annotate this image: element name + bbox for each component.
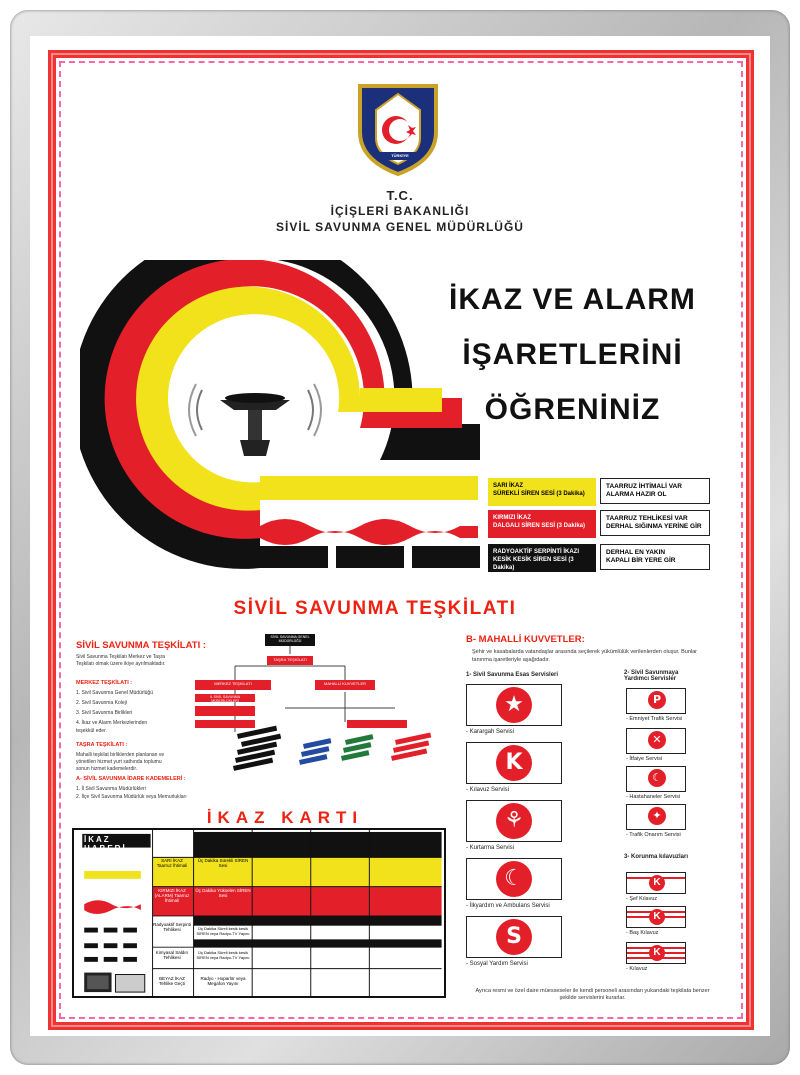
ilkyardim-service-sign: [466, 858, 562, 900]
guide-armband: [626, 942, 686, 964]
tasra-text: Mahalli teşkilat birliklerden planlanan ve yönetilen hizmet yurt sathında toplumu sonun hizmet kademelerdir.: [76, 752, 165, 772]
mahalli-heading: B- MAHALLİ KUVVETLER:: [466, 634, 585, 645]
kilavuz-service-sign: [466, 742, 562, 784]
civil-defense-shield-icon: [356, 80, 440, 176]
yellow-signal-label: SARI İKAZ SÜREKLİ SİREN SESİ (3 Dakika): [488, 478, 596, 506]
service-label: - Kılavuz Servisi: [466, 787, 510, 793]
service-symbol: ☾: [496, 861, 532, 897]
aux-service-sign: [626, 728, 686, 754]
service-label: - Sosyal Yardım Servisi: [466, 961, 528, 967]
aux-service-sign: [626, 804, 686, 830]
aux-symbol: P: [648, 691, 666, 709]
service-symbol: ⚘: [496, 803, 532, 839]
merkez-item: 4. İkaz ve Alarm Merkezlerinden: [76, 720, 148, 726]
org-top-label: SİVİL SAVUNMA GENEL MÜDÜRLÜĞÜ: [270, 635, 310, 643]
idare-item: 2. İlçe Sivil Savunma Müdürlük veya Memurlukları: [76, 794, 187, 800]
black-segment: [260, 546, 328, 568]
merkez-item: 3. Sivil Savunma Birlikleri: [76, 710, 133, 716]
aux-service-label: - Trafik Onarım Servisi: [626, 832, 681, 838]
aux-symbol: ☾: [648, 769, 666, 787]
aux-heading: 2- Sivil Savunmaya Yardımcı Servisler: [624, 670, 679, 682]
services-heading: 1- Sivil Savunma Esas Servisleri: [466, 672, 559, 678]
service-symbol: S: [496, 919, 532, 955]
aux-symbol: ✦: [648, 807, 666, 825]
merkez-heading: MERKEZ TEŞKİLATI :: [76, 680, 133, 686]
red-signal-label: KIRMIZI İKAZ DALGALI SİREN SESİ (3 Dakika): [488, 510, 596, 538]
guide-k-icon: K: [649, 875, 665, 891]
aux-symbol: ✕: [648, 731, 666, 749]
service-symbol: ★: [496, 687, 532, 723]
header-directorate: SİVİL SAVUNMA GENEL MÜDÜRLÜĞÜ: [276, 220, 524, 234]
org-idare-label: İL SİVİL SAVUNMA MÜDÜRLÜKLERİ: [209, 695, 241, 703]
org-mahalli-label: MAHALLİ KUVVETLER: [323, 681, 366, 686]
guide-label: - Baş Kılavuz: [626, 930, 659, 936]
header-tc: T.C.: [386, 188, 414, 203]
black-segment: [412, 546, 480, 568]
service-symbol: K: [496, 745, 532, 781]
tasra-heading: TAŞRA TEŞKİLATI :: [76, 742, 128, 748]
guides-heading: 3- Korunma kılavuzları: [624, 854, 689, 860]
ikaz-haberi-label: İKAZ HABERİ: [84, 835, 127, 853]
yellow-signal-bar: [260, 476, 478, 500]
org-chart: [175, 632, 455, 782]
guide-k-icon: K: [649, 909, 665, 925]
section-title: SİVİL SAVUNMA TEŞKİLATI: [233, 598, 517, 619]
kart-row-sound: Üç Dakika Süreli kesik kesik SİREN veya Radyo-TV Yayını: [196, 926, 250, 936]
kart-row-name: KIRMIZI İKAZ (ALARM) Taarruz İhtimali: [154, 888, 190, 903]
emblem-caption: TÜRKİYE: [391, 153, 409, 158]
service-label: - İlkyardım ve Ambulans Servisi: [466, 903, 550, 909]
mahalli-footer: Ayrıca resmi ve özel daire müesseseler ile kendi personeli arasından yukarıdaki teşkilata benzer şekilde servislerini kurarlar.: [475, 988, 710, 1001]
black-segment: [336, 546, 404, 568]
idare-heading: A- SİVİL SAVUNMA İDARE KADEMELERİ :: [76, 776, 186, 782]
title-line-1: İKAZ VE ALARM: [449, 283, 696, 316]
ikaz-karti-table: [72, 828, 446, 998]
black-signal-desc: DERHAL EN YAKIN KAPALI BİR YERE GİR: [600, 544, 710, 570]
kart-row-sound: Üç Dakika Yükselen SİREN Sesi: [195, 888, 251, 898]
kart-yellow-bar: [84, 871, 141, 879]
kart-row-name: BEYAZ İKAZ Tehlike Geçti: [159, 976, 185, 986]
kurtarma-service-sign: [466, 800, 562, 842]
ikaz-karti-title: İKAZ KARTI: [206, 808, 364, 827]
kart-row-sound: Üç Dakika Süreli kesik kesik SİREN veya Radyo-TV Yayını: [196, 950, 250, 960]
guide-k-icon: K: [649, 945, 665, 961]
title-line-2: İŞARETLERİNİ: [462, 338, 683, 371]
guide-armband: [626, 872, 686, 894]
yellow-signal-desc: TAARRUZ İHTİMALİ VAR ALARMA HAZIR OL: [600, 478, 710, 504]
service-label: - Kurtarma Servisi: [466, 845, 515, 851]
red-wave-bar: [260, 519, 478, 545]
kart-row-name: Kimyasal Saldırı Tehlikesi: [155, 950, 189, 960]
merkez-item: 2. Sivil Savunma Koleji: [76, 700, 127, 706]
guide-label: - Kılavuz: [626, 966, 648, 972]
org-merkez-label: MERKEZ TEŞKİLATI: [214, 681, 252, 686]
kart-row-name: SARI İKAZ Taarruz İhtimali: [156, 858, 188, 868]
left-heading: SİVİL SAVUNMA TEŞKİLATI :: [76, 640, 207, 651]
left-intro: Sivil Savunma Teşkilatı Merkez ve Taşra Teşkilatı olmak üzere ikiye ayrılmaktadır.: [76, 654, 166, 667]
kart-row-sound: Radyo - Hoparlör veya Megafon Yayını: [200, 976, 246, 986]
sosyal-yardim-service-sign: [466, 916, 562, 958]
idare-item: 1. İl Sivil Savunma Müdürlükleri: [76, 786, 146, 792]
header-ministry: İÇİŞLERİ BAKANLIĞI: [330, 204, 470, 218]
mahalli-intro: Şehir ve kasabalarda vatandaşlar arasında seçilerek yükümlülük verilenlerden oluşur. Bunlar tanınma işaretleriyle aşağıdadır.: [472, 649, 698, 663]
guide-armband: [626, 906, 686, 928]
karargah-service-sign: [466, 684, 562, 726]
kart-row-sound: Üç Dakika Sürekli SİREN Sesi: [197, 858, 249, 868]
title-line-3: ÖĞRENİNİZ: [484, 393, 661, 426]
guide-label: - Şef Kılavuz: [626, 896, 658, 902]
service-label: - Karargah Servisi: [466, 729, 515, 735]
black-signal-label: RADYOAKTİF SERPİNTİ İKAZI KESİK KESİK SİREN SESİ (3 Dakika): [488, 544, 596, 572]
aux-service-label: - Hastahaneler Servisi: [626, 794, 681, 800]
org-tasra-label: TAŞRA TEŞKİLATI: [273, 657, 307, 662]
aux-service-sign: [626, 766, 686, 792]
merkez-item: teşekkül eder.: [76, 728, 107, 734]
radio-icon: [115, 975, 144, 993]
aux-service-sign: [626, 688, 686, 714]
kart-row-name: Radyoaktif Serpinti Tehlikesi: [153, 922, 191, 932]
siren-arcs-graphic: [80, 260, 500, 580]
aux-service-label: - İtfaiye Servisi: [626, 756, 663, 762]
aux-service-label: - Emniyet Trafik Servisi: [626, 716, 683, 722]
merkez-item: 1. Sivil Savunma Genel Müdürlüğü: [76, 690, 153, 696]
kart-red-wave: [84, 900, 141, 914]
red-signal-desc: TAARRUZ TEHLİKESİ VAR DERHAL SIĞINMA YERİNE GİR: [600, 510, 710, 536]
